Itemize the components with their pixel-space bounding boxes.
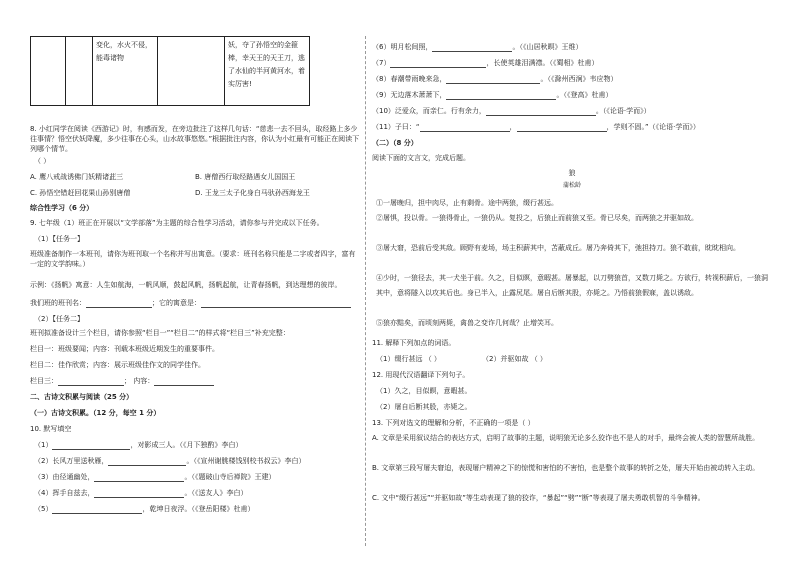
answer-blank[interactable] [52, 505, 142, 514]
answer-blank[interactable] [94, 473, 184, 482]
q11-item-1 [376, 354, 441, 364]
section-title-2: 二、古诗文积累与阅读（25 分） [30, 393, 134, 401]
line-prefix: （7） [372, 59, 391, 67]
q13-option-b: B. 文章第三段写屠夫窘迫，表现屠户精神之下的惊慌和害怕的不害怕，也是整个故事的转折之处，屠夫开始由被动转入主动。 [372, 464, 760, 472]
line-prefix: （8）春潮带雨晚来急， [372, 75, 447, 83]
poem-line-8 [372, 74, 617, 84]
table-cell-text: 妖，夺了孙悟空的金箍棒，幸天王的天王刀，逃了水仙的半河黄河水，着实厉害! [228, 41, 305, 88]
q9-column3-mid: ； 内容： [124, 377, 155, 385]
answer-blank[interactable] [52, 441, 130, 450]
q9-example: 示例：《扬帆》寓意：人生如航海，一帆风顺，鼓起风帆，扬帆起航，让青春扬帆，到达理想的彼岸。 [30, 281, 342, 289]
poem-line-7 [372, 58, 598, 68]
q9-fill-label: 我们班的班刊名： [30, 299, 86, 307]
q11-item-text: （2）并驱如故 [482, 355, 529, 363]
poem-line-4 [34, 488, 247, 498]
q9-fill-row [30, 298, 351, 308]
q9-task2-text: 班刊拟准备设计三个栏目，请你参照“栏目一”“栏目二”的样式将“栏目三”补充完整： [30, 329, 290, 337]
section-title-zonghe: 综合性学习（6 分） [30, 204, 94, 212]
q8-option-b: B. 唐僧西行取经路遇女儿国国王 [195, 173, 296, 181]
column-divider [365, 36, 366, 546]
line-suffix: 。（《山居秋暝》王维） [512, 43, 583, 51]
reading-instruction: 阅读下面的文言文，完成后题。 [372, 154, 470, 162]
answer-blank[interactable] [446, 91, 556, 100]
passage-paragraph-1: ①一屠晚归，担中肉尽，止有剩骨。途中两狼，缀行甚远。 [376, 199, 558, 207]
q8-stem: 8. 小红同学在阅读《西游记》时，有感而发，在旁边批注了这样几句话：“慈悲一去不回头，取经路上多少往事情？悟空伏妖降魔，多少往事在心头，山水故事悠悠。”根据批注内容，你认为小红最有可能正在阅读下列哪个情节。 [30, 125, 360, 153]
poem-line-10 [372, 106, 651, 116]
answer-blank[interactable] [432, 43, 512, 52]
answer-blank[interactable] [486, 107, 596, 116]
subsection-title-1: （一）古诗文积累。（12 分，每空 1 分） [30, 409, 161, 417]
answer-blank[interactable] [517, 123, 607, 132]
answer-blank[interactable] [94, 489, 184, 498]
q8-option-c: C. 孙悟空错赶回花果山孙别唐僧 [30, 189, 131, 197]
table-cell-text: 变化，水火不侵，能毒诸物 [96, 41, 152, 62]
poem-line-2 [34, 456, 305, 466]
line-prefix: （3）由径通幽处， [34, 473, 95, 481]
q12-item-1: （1）久之，目似瞑，意暇甚。 [376, 387, 472, 395]
line-prefix: （4）挥手自兹去， [34, 489, 95, 497]
passage-paragraph-4: ④少时，一狼径去，其一犬坐于前。久之，目似瞑，意暇甚。屠暴起，以刀劈狼首，又数刀毙之。方欲行，转视积薪后，一狼洞其中，意将隧入以攻其后也。身已半入，止露尻尾。屠自后断其股，亦毙之。乃悟前狼假寐，盖以诱敌。 [376, 274, 768, 297]
answer-blank[interactable] [446, 75, 540, 84]
passage-paragraph-5: ⑤狼亦黠矣，而顷刻两毙，禽兽之变诈几何哉？止增笑耳。 [376, 319, 558, 327]
answer-blank[interactable] [420, 123, 510, 132]
line-suffix: 。（《宣州谢朓楼饯别校书叔云》李白） [186, 457, 306, 465]
line-suffix: 。（《登高》杜甫） [556, 91, 613, 99]
poem-line-9 [372, 90, 612, 100]
q8-option-a: A. 鹰八戒战诱佛门妖精诸茈三 [30, 173, 124, 181]
q13-title: 13. 下列对选文的理解和分析，不正确的一项是（ ） [372, 419, 535, 427]
answer-blank[interactable] [58, 377, 124, 386]
q9-task1-text: 班级准备制作一本班刊，请你为班刊取一个名称并写出寓意。（要求：班刊名称只能是二字或者四字，富有一定的文学韵味。） [30, 250, 356, 268]
line-suffix: ，对影成三人。（《月下独酌》李白） [130, 441, 243, 449]
q9-intro: 9. 七年级（1）班正在开展以“文学部落”为主题的综合性学习活动，请你参与并完成以下任务。 [30, 219, 324, 227]
q8-option-d: D. 王龙三太子化身白马驮孙西海龙王 [195, 189, 310, 197]
q10-title: 10. 默写填空 [30, 425, 72, 433]
left-column [30, 0, 360, 562]
poem-line-11 [372, 122, 700, 132]
line-prefix: （11）子曰：“ [372, 123, 420, 131]
line-prefix: （1） [34, 441, 53, 449]
q13-option-c: C. 文中“缀行甚远”“并驱如故”等生动表现了狼的狡诈，“暴起”“劈”“断”等表现了屠夫勇敢机智的斗争精神。 [372, 494, 705, 502]
q13-option-a: A. 文章是采用叙议结合的表达方式，启明了故事的主题，说明狼无论多么狡诈也不是人的对手，最终会被人类的智慧所战胜。 [372, 434, 760, 442]
poem-line-5 [34, 504, 254, 514]
q9-column1: 栏目一：班级要闻；内容：刊载本班级近期发生的重要事件。 [30, 345, 219, 353]
line-mid: ， [509, 123, 517, 131]
q9-column3-label: 栏目三： [30, 377, 58, 385]
line-prefix: （9）无边落木萧萧下， [372, 91, 447, 99]
line-prefix: （2）长风万里送秋雁， [34, 457, 109, 465]
q9-task1: （1）【任务一】 [34, 235, 84, 243]
q9-column3-row [30, 376, 214, 386]
answer-blank[interactable] [390, 59, 486, 68]
line-prefix: （10）泛爱众，而亲仁。行有余力， [372, 107, 486, 115]
answer-blank[interactable] [108, 457, 186, 466]
passage-paragraph-2: ②屠惧，投以骨。一狼得骨止，一狼仍从。复投之，后狼止而前狼又至。骨已尽矣，而两狼之并驱如故。 [376, 214, 698, 222]
subsection-title-2: （二）（8 分） [372, 139, 418, 147]
answer-paren[interactable]: （ ） [530, 355, 547, 363]
answer-blank[interactable] [86, 299, 152, 308]
line-prefix: （6）明月松间照， [372, 43, 433, 51]
poem-line-1 [34, 440, 242, 450]
line-suffix: ，学则不固。”（《论语·学而》） [606, 123, 700, 131]
q12-item-2: （2）屠自后断其股，亦毙之。 [376, 403, 472, 411]
line-suffix: ，乾坤日夜浮。（《登岳阳楼》杜甫） [142, 505, 255, 513]
q11-item-text: （1）缀行甚远 [376, 355, 423, 363]
passage-title: 狼 [568, 169, 576, 177]
right-column [372, 0, 772, 562]
q11-item-2 [482, 354, 547, 364]
q9-fill-mid: ；它的寓意是： [152, 299, 201, 307]
line-suffix: 。（《题破山寺后禅院》王建） [184, 473, 276, 481]
line-suffix: 。（《送友人》李白） [184, 489, 248, 497]
poem-line-6 [372, 42, 582, 52]
answer-blank[interactable] [154, 377, 214, 386]
q12-title: 12. 用现代汉语翻译下列句子。 [372, 371, 470, 379]
line-prefix: （5） [34, 505, 53, 513]
q11-title: 11. 解释下列加点的词语。 [372, 339, 456, 347]
q9-column2: 栏目二：佳作欣赏；内容：展示班级佳作文的同学佳作。 [30, 361, 205, 369]
q9-task2: （2）【任务二】 [34, 315, 84, 323]
passage-paragraph-3: ③屠大窘，恐前后受其敌。顾野有麦场，场主积薪其中，苫蔽成丘。屠乃奔倚其下，弛担持刀。狼不敢前，眈眈相向。 [376, 244, 740, 252]
line-suffix: ，长使英雄泪满襟。（《蜀相》杜甫） [486, 59, 599, 67]
answer-paren[interactable]: （ ） [424, 355, 441, 363]
line-suffix: 。（《论语·学而》） [595, 107, 651, 115]
answer-blank[interactable] [201, 299, 351, 308]
q8-paren: （ ） [34, 157, 51, 165]
line-suffix: 。（《滁州西涧》韦应物） [540, 75, 618, 83]
passage-author: 蒲松龄 [562, 182, 581, 189]
poem-line-3 [34, 472, 275, 482]
